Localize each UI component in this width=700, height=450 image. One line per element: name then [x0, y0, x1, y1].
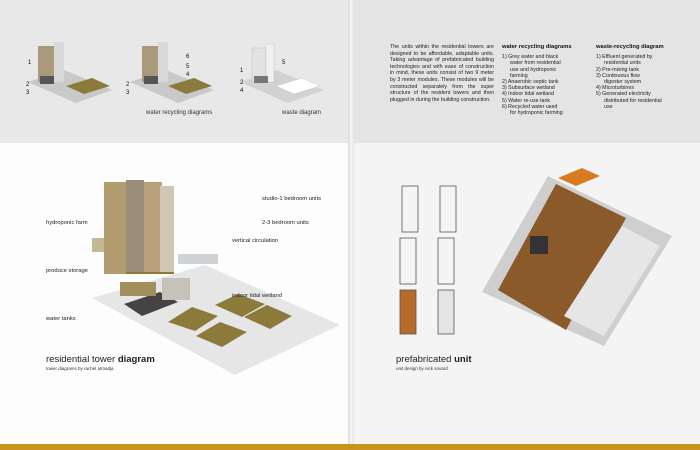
water-recycling-caption: water recycling diagrams	[146, 110, 213, 116]
waste-list-item: use	[604, 103, 613, 110]
intro-paragraph: The units within the residential towers are designed to be affordable, adaptable units. Taking advantage of prefabricated building technologies and with ease of construction in mind, these units consist of two 9 meter by 3 meter modules. These modules will be constructed separately from the super structure of the resident towers and then plugged in during the building construction.	[390, 44, 494, 103]
waste-list-item: 2) Pre-mixing tank	[596, 66, 639, 73]
small-diagram-3	[240, 44, 324, 103]
label-studio-units: studio-1 bedroom units	[262, 196, 321, 202]
prefab-unit-title	[396, 354, 472, 365]
waste-recycling-list	[596, 44, 684, 110]
waste-list-item: 5) Generated electricity	[596, 91, 651, 98]
water-list-item: 4) Indoor tidal wetland	[502, 91, 555, 98]
small-diagram-2	[130, 42, 214, 103]
tower-title-plain: residential tower	[46, 354, 118, 365]
unit-credit: unit design by nick sovard	[396, 366, 448, 371]
diagram3-label-5: 5	[282, 60, 286, 66]
water-list-item: for hydroponic farming	[510, 110, 563, 117]
unit-title-plain: prefabricated	[396, 354, 455, 365]
unit-title-bold: unit	[454, 354, 472, 365]
prefab-modules	[400, 186, 456, 334]
waste-list-item: residential units	[604, 60, 641, 67]
waste-list-item: 3) Continuous flow	[596, 72, 640, 79]
tower-title-bold: diagram	[117, 354, 155, 365]
label-hydroponic-farm: hydroponic farm	[46, 220, 88, 226]
water-list-item: 3) Subsurface wetland	[502, 85, 555, 92]
waste-list-item: 1) Effluent generated by	[596, 54, 653, 61]
waste-list-item: 4) Microturbines	[596, 85, 634, 92]
water-list-item: 6) Recycled water used	[502, 103, 558, 110]
water-list-title: water recycling diagrams	[502, 44, 572, 50]
waste-list-item: digester system	[604, 79, 642, 86]
diagram1-label-1: 1	[28, 60, 32, 66]
diagram3-label-2: 2	[240, 80, 244, 86]
tower-credit: tower diagrams by rachel atmadja	[46, 366, 114, 371]
diagram1-label-2: 2	[26, 82, 30, 88]
label-2-3-bedroom-units: 2-3 bedroom units	[262, 220, 309, 226]
label-produce-storage: produce storage	[46, 268, 88, 274]
diagram2-label-5: 5	[186, 64, 190, 70]
label-tidal-wetland: indoor tidal wetland	[232, 293, 282, 299]
unit-plan	[482, 168, 672, 346]
water-recycling-list	[502, 44, 590, 116]
diagram1-label-3: 3	[26, 90, 30, 96]
tower-diagram	[92, 180, 340, 375]
water-list-item: 1) Grey water and black	[502, 54, 559, 61]
diagram2-label-3: 3	[126, 90, 130, 96]
diagram2-label-2: 2	[126, 82, 130, 88]
tower-diagram-title	[46, 354, 155, 365]
water-list-item: use and hydroponic	[510, 66, 557, 73]
small-diagram-1	[28, 42, 112, 103]
label-water-tanks: water tanks	[46, 316, 76, 322]
waste-list-item: distributed for residential	[604, 97, 662, 104]
waste-list-title: waste-recycling diagram	[596, 44, 664, 50]
water-list-item: water from residential	[510, 60, 561, 67]
label-vertical-circulation: vertical circulation	[232, 238, 279, 244]
water-list-item: 5) Water re-use tank	[502, 97, 551, 104]
diagram3-label-4: 4	[240, 88, 244, 94]
water-list-item: farming	[510, 72, 528, 79]
water-list-item: 2) Anaerobic septic tank	[502, 79, 559, 86]
diagram3-label-1: 1	[240, 68, 244, 74]
diagram2-label-6: 6	[186, 54, 190, 60]
waste-diagram-caption: waste diagram	[282, 110, 322, 116]
diagram2-label-4: 4	[186, 72, 190, 78]
